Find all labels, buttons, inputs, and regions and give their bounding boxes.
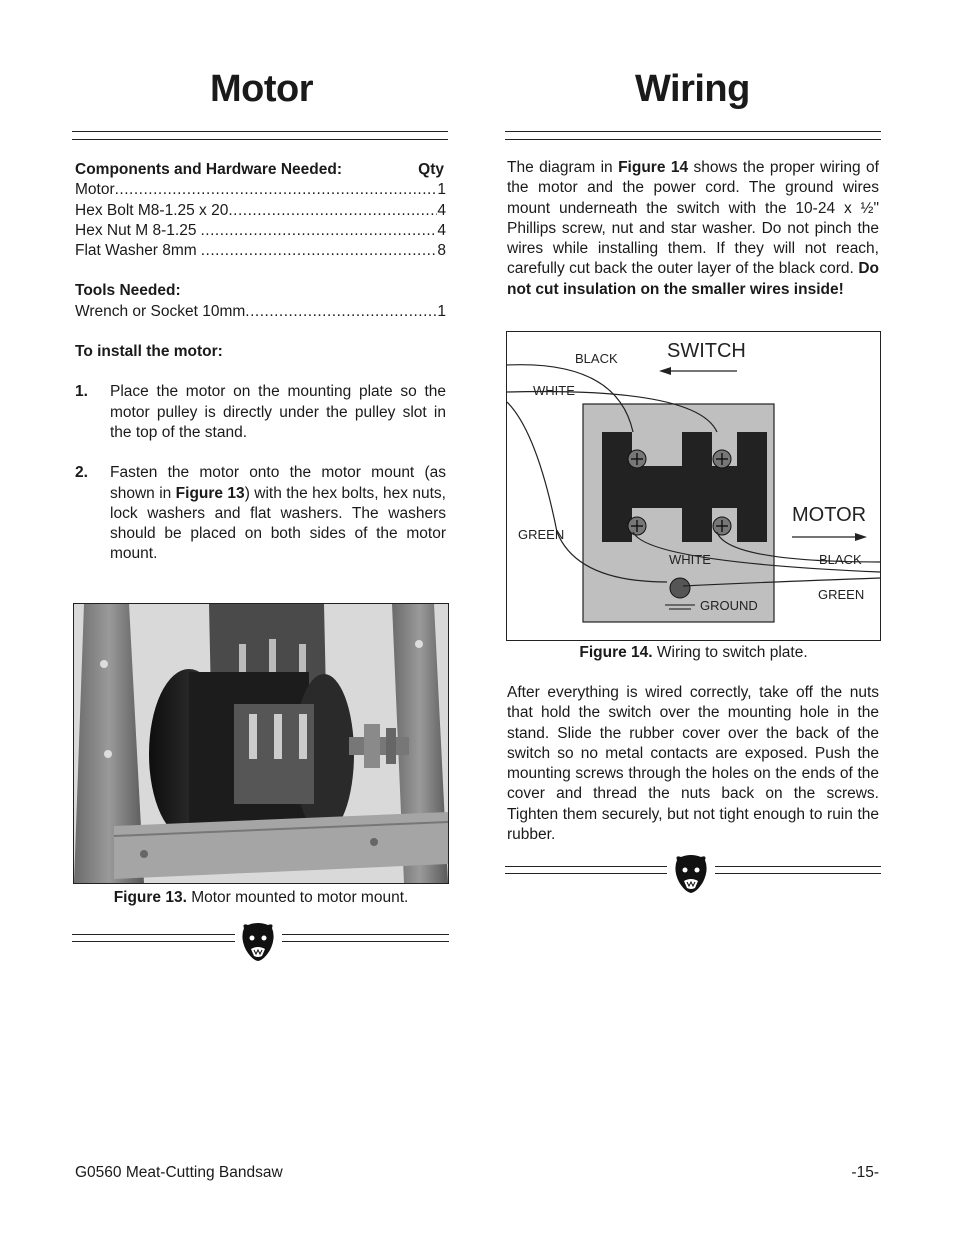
green-left-label: GREEN (518, 527, 565, 542)
hardware-item: Hex Nut M 8-1.25 ..... 4 (75, 221, 446, 241)
after-wiring-text: After everything is wired correctly, take off the nuts that hold the switch over the mounting hole in the stand. Slide the rubber cover over the back of the switch so no metal contacts are exposed. Push the mounting screws through the holes on the ends of the cover and thread the nuts back on the screws. Tighten them securely, but not tight enough to ruin the rubber. (507, 684, 879, 844)
figure-14-ref: Figure 14 (618, 159, 689, 176)
green-right-label: GREEN (818, 587, 865, 602)
figure-13-ref: Figure 13 (175, 484, 245, 502)
motor-label: MOTOR (792, 504, 867, 526)
right-header-rule (505, 131, 881, 140)
tools-item: Wrench or Socket 10mm ..... 1 (75, 302, 446, 322)
wiring-diagram (507, 332, 880, 640)
step-1: 1. Place the motor on the mounting plate so the motor pulley is directly under the pulley slot in the top of the stand. (75, 383, 446, 441)
hardware-item: Motor ..... 1 (75, 180, 446, 200)
motor-title: Motor (210, 68, 314, 110)
figure-14-caption: Figure 14. Wiring to switch plate. (579, 644, 808, 661)
figure-13-caption: Figure 13. Motor mounted to motor mount. (113, 889, 409, 906)
white-top-label: WHITE (533, 383, 575, 398)
left-column (75, 160, 446, 565)
left-header-rule (72, 131, 448, 140)
install-header: To install the motor: (75, 343, 223, 361)
figure-13-photo (73, 603, 449, 884)
ground-label: GROUND (700, 598, 758, 613)
footer-page-number: -15- (851, 1164, 879, 1181)
motor-mount-illustration (74, 604, 448, 883)
bear-logo-icon (673, 854, 709, 894)
right-bear-separator (505, 862, 881, 892)
hardware-item: Hex Bolt M8-1.25 x 20 ..... 4 (75, 201, 446, 221)
wiring-intro: The diagram in Figure 14 shows the proper wiring of the motor and the power cord. The ground wires mount underneath the switch with the 10-24 x ½" Phillips screw, nut and star washer. Do not pinch the wires while installing them. If they will not reach, carefully cut back the outer layer of the black cord. Do not cut insulation on the smaller wires inside! (507, 159, 879, 298)
tools-header: Tools Needed: (75, 282, 181, 300)
step-2: 2. Fasten the motor onto the motor mount (as shown in Figure 13) with the hex bolts, hex nuts, lock washers and flat washers. The washers should be placed on both sides of the motor mount. (75, 464, 446, 563)
bear-logo-icon (240, 922, 276, 962)
wiring-title: Wiring (635, 68, 750, 110)
switch-label: SWITCH (667, 340, 746, 362)
left-bear-separator (72, 930, 449, 960)
black-right-label: BLACK (819, 552, 862, 567)
hardware-item: Flat Washer 8mm ..... 8 (75, 241, 446, 261)
figure-14-diagram (506, 331, 881, 641)
hardware-header: Components and Hardware Needed: Qty (75, 161, 444, 178)
white-bottom-label: WHITE (669, 552, 711, 567)
black-top-label: BLACK (575, 351, 618, 366)
footer-product-name: G0560 Meat-Cutting Bandsaw (75, 1164, 283, 1181)
